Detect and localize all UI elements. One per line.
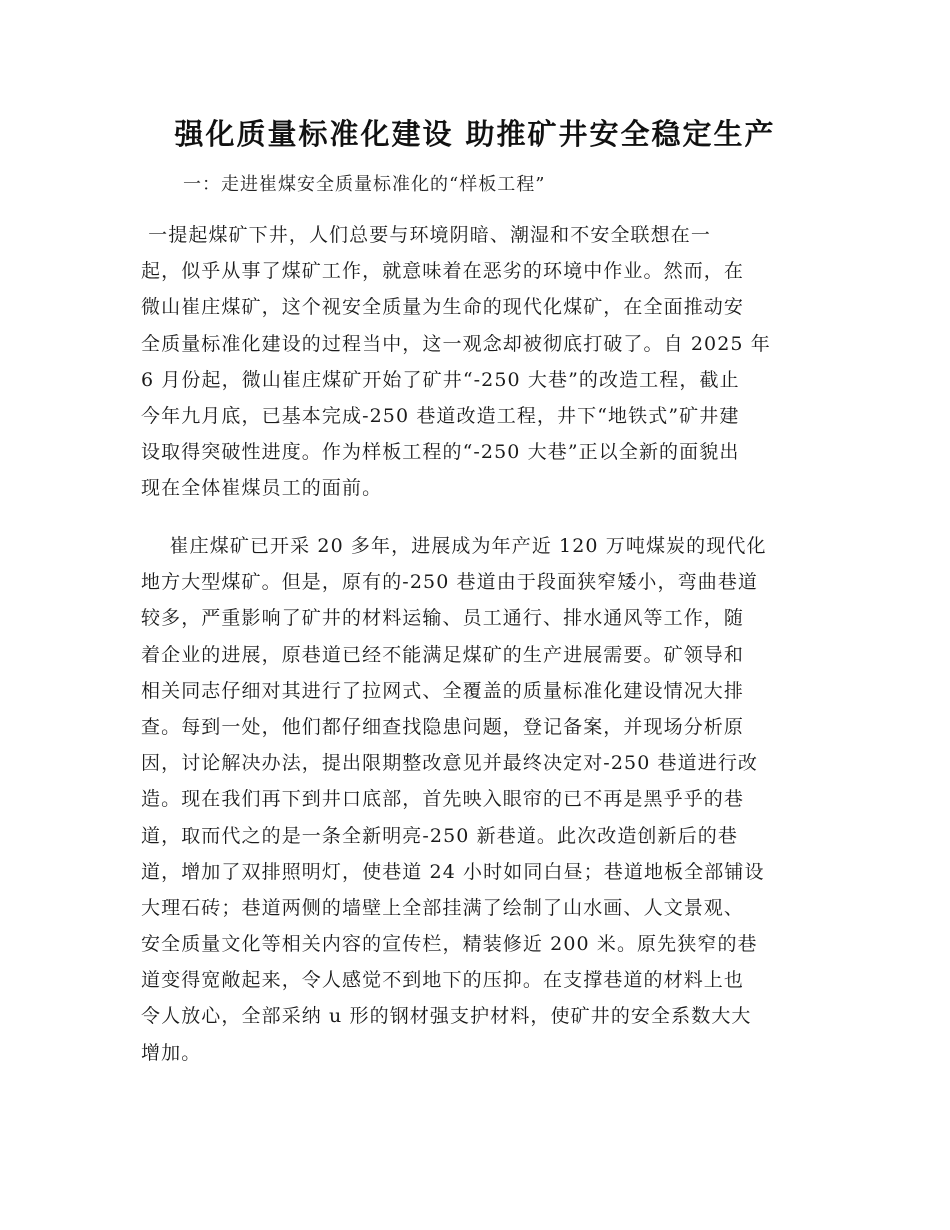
paragraph-line: 全质量标准化建设的过程当中，这一观念却被彻底打破了。自 2025 年 [141,332,771,355]
paragraph-line: 现在全体崔煤员工的面前。 [141,477,383,500]
paragraph-line: 崔庄煤矿已开采 20 多年，进展成为年产近 120 万吨煤炭的现代化 [141,535,767,557]
paragraph-line: 道，取而代之的是一条全新明亮-250 新巷道。此次改造创新后的巷 [141,824,738,847]
paragraph-line: 安全质量文化等相关内容的宣传栏，精装修近 200 米。原先狭窄的巷 [141,933,758,956]
paragraph-line: 6 月份起，微山崔庄煤矿开始了矿井“-250 大巷”的改造工程，截止 [141,368,740,391]
paragraph-line: 设取得突破性进度。作为样板工程的“-250 大巷”正以全新的面貌出 [141,441,740,464]
paragraph-line: 地方大型煤矿。但是，原有的-250 巷道由于段面狭窄矮小，弯曲巷道 [141,571,759,594]
paragraph-line: 较多，严重影响了矿井的材料运输、员工通行、排水通风等工作，随 [141,607,745,630]
paragraph-line: 增加。 [141,1041,202,1064]
paragraph-line: 道，增加了双排照明灯，使巷道 24 小时如同白昼；巷道地板全部铺设 [141,860,765,883]
paragraph-line: 道变得宽敞起来，令人感觉不到地下的压抑。在支撑巷道的材料上也 [141,969,745,992]
paragraph-line: 着企业的进展，原巷道已经不能满足煤矿的生产进展需要。矿领导和 [141,643,745,666]
paragraph-line: 因，讨论解决办法，提出限期整改意见并最终决定对-250 巷道进行改 [141,752,759,775]
paragraph-line: 今年九月底，已基本完成-250 巷道改造工程，井下“地铁式”矿井建 [141,404,740,427]
document-title: 强化质量标准化建设 助推矿井安全稳定生产 [174,117,776,151]
paragraph-line: 大理石砖；巷道两侧的墙壁上全部挂满了绘制了山水画、人文景观、 [141,896,745,919]
paragraph-line: 起，似乎从事了煤矿工作，就意味着在恶劣的环境中作业。然而，在 [141,260,745,283]
paragraph-line: 相关同志仔细对其进行了拉网式、全覆盖的质量标准化建设情况大排 [141,679,745,702]
paragraph-line: 微山崔庄煤矿，这个视安全质量为生命的现代化煤矿，在全面推动安 [141,296,745,319]
paragraph-line: 令人放心，全部采纳 u 形的钢材强支护材料，使矿井的安全系数大大 [141,1005,752,1028]
paragraph-line: 一提起煤矿下井，人们总要与环境阴暗、潮湿和不安全联想在一 [141,224,711,246]
paragraph-2 [141,528,821,1071]
paragraph-line: 造。现在我们再下到井口底部，首先映入眼帘的已不再是黑乎乎的巷 [141,788,745,811]
paragraph-1 [141,217,821,507]
section-heading: 一：走进崔煤安全质量标准化的“样板工程” [183,174,546,195]
paragraph-line: 查。每到一处，他们都仔细查找隐患问题，登记备案，并现场分析原 [141,715,745,738]
